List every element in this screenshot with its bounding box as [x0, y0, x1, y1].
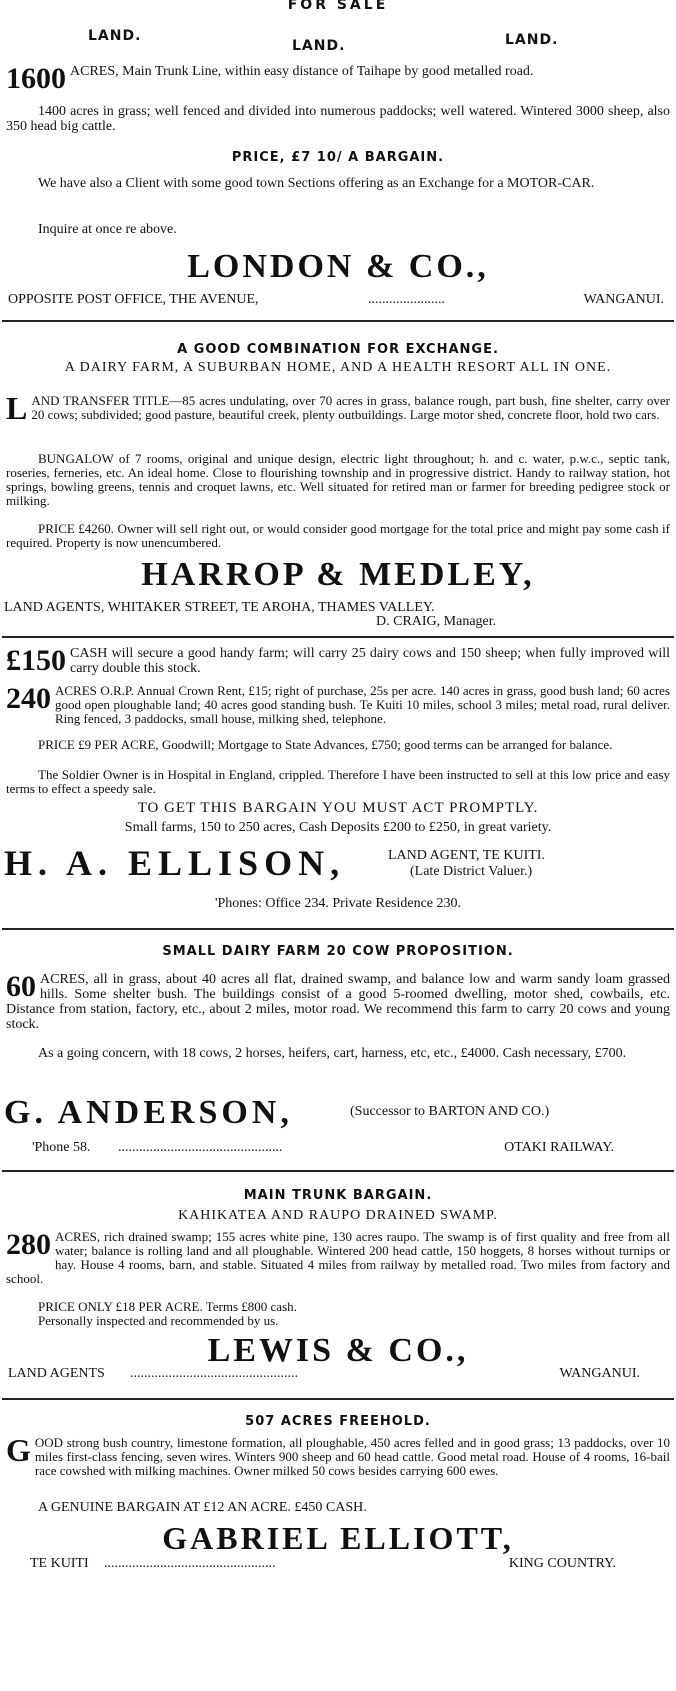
ad5-personal	[0, 1314, 676, 1328]
inquire-text: Inquire at once re above.	[38, 222, 177, 237]
left-text: TE KUITI	[30, 1556, 89, 1571]
acres-number: 60	[6, 970, 36, 1003]
ad2-subheading	[0, 360, 676, 375]
ad2-heading: A GOOD COMBINATION FOR EXCHANGE.	[177, 342, 499, 357]
acres-text: ACRES, Main Trunk Line, within easy distance of Taihape by good metalled road.	[70, 64, 534, 79]
ad3-phones: 'Phones: Office 234. Private Residence 230.	[214, 896, 462, 911]
ad3-acres-para	[0, 684, 676, 726]
client-text: We have also a Client with some good town Sections offering as an Exchange for a MOTOR-CAR.	[38, 176, 595, 191]
ad5-price	[0, 1300, 676, 1314]
agent-line-1: LAND AGENT, TE KUITI.	[388, 848, 545, 863]
ad2-para2	[0, 452, 676, 508]
subheading-text: A DAIRY FARM, A SUBURBAN HOME, AND A HEALTH RESORT ALL IN ONE.	[64, 360, 612, 375]
place-text: OTAKI RAILWAY.	[504, 1140, 614, 1155]
divider	[2, 1170, 674, 1172]
main-text: OOD strong bush country, limestone formation, all ploughable, 450 acres felled and in good grass; 13 paddocks, over 10 miles first-class fencing, seven wires. Winters 900 sheep and 60 head cattle. Good metal road. House of 4 rooms, 16-bail race cowshed with milking machines. Owner milked 50 cows besides carrying 600 ewes.	[34, 1435, 670, 1478]
ad3-prompt: TO GET THIS BARGAIN YOU MUST ACT PROMPTLY.	[137, 800, 539, 816]
grass-text: 1400 acres in grass; well fenced and divided into numerous paddocks; well watered. Wintered 3000 sheep, also 350 head big cattle.	[6, 104, 670, 134]
acres-text: ACRES, rich drained swamp; 155 acres white pine, 130 acres raupo. The swamp is of first quality and free from all water; balance is rolling land and all ploughable. Wintered 200 head cattle, 150 hoggets, 8 horses without turnips or hay. House 4 rooms, barn, and stable. Situated 4 miles from railway by metalled road. Two miles from factory and school.	[6, 1229, 670, 1286]
address-left: OPPOSITE POST OFFICE, THE AVENUE,	[8, 292, 259, 307]
firm-name: G. ANDERSON,	[4, 1094, 293, 1131]
dots-text: ................................................	[130, 1366, 298, 1381]
divider	[2, 636, 674, 638]
dots-text: .................................................	[104, 1556, 276, 1571]
manager-text: D. CRAIG, Manager.	[376, 614, 497, 629]
firm-name: HARROP & MEDLEY,	[141, 556, 535, 593]
firm-name: H. A. ELLISON,	[4, 843, 346, 883]
divider	[2, 928, 674, 930]
page-title: FOR SALE	[287, 0, 389, 13]
ad3-firm-row	[0, 842, 676, 892]
phone-dots: ...............................................	[118, 1140, 283, 1155]
cash-number: £150	[6, 644, 66, 677]
ad3-cash-para	[0, 646, 676, 676]
ad1-inquire	[0, 222, 676, 237]
ad6-text-para	[0, 1432, 676, 1478]
successor-text: (Successor to BARTON AND CO.)	[350, 1104, 550, 1119]
ad4-heading: SMALL DAIRY FARM 20 COW PROPOSITION.	[162, 944, 514, 959]
ad2-address	[0, 600, 676, 615]
divider	[2, 1398, 674, 1400]
land-label: LAND.	[505, 32, 559, 48]
acres-text: ACRES, all in grass, about 40 acres all flat, drained swamp, and balance low and warm sandy loam grassed hills. Some shelter bush. The buildings consist of a good 5-roomed dwelling, motor shed, cowbails, etc. Distance from station, factory, etc., about 2 miles, motor road. We recommend this farm to carry 20 cows and young stock.	[6, 972, 670, 1032]
para3-text: PRICE £4260. Owner will sell right out, or would consider good mortgage for the total price and might pay some cash if required. Property is now unencumbered.	[6, 521, 670, 550]
land-label: LAND.	[292, 38, 346, 54]
para1-text: AND TRANSFER TITLE—85 acres undulating, over 70 acres in grass, balance rough, part bush, fine shelter, carry over 20 cows; subdivided; good pasture, beautiful creek, plenty outbuildings. Large motor shed, concrete floor, hold two cars.	[31, 393, 670, 422]
firm-name: LONDON & CO.,	[187, 248, 489, 285]
land-label: LAND.	[88, 28, 142, 44]
address-text: LAND AGENTS, WHITAKER STREET, TE AROHA, THAMES VALLEY.	[4, 600, 435, 615]
ad2-manager	[0, 614, 676, 629]
concern-text: As a going concern, with 18 cows, 2 horses, heifers, cart, harness, etc, etc., £4000. Cash necessary, £700.	[38, 1046, 627, 1061]
ad1-grass-para	[0, 104, 676, 134]
ad1-price: PRICE, £7 10/ A BARGAIN.	[231, 150, 445, 165]
acres-number: 280	[6, 1228, 51, 1261]
left-text: LAND AGENTS	[8, 1366, 105, 1381]
price-text: PRICE £9 PER ACRE, Goodwill; Mortgage to State Advances, £750; good terms can be arranged for balance.	[38, 737, 613, 752]
price-text: PRICE ONLY £18 PER ACRE. Terms £800 cash.	[38, 1299, 297, 1314]
ad1-acres-para	[0, 64, 676, 94]
ad3-soldier-para	[0, 768, 676, 796]
firm-name: LEWIS & CO.,	[207, 1332, 469, 1369]
acres-number: 240	[6, 682, 51, 715]
address-dots: ......................	[368, 292, 445, 307]
divider	[2, 320, 674, 322]
land-labels	[0, 28, 676, 54]
phone-text: 'Phone 58.	[32, 1140, 91, 1155]
ad4-acres-para	[0, 972, 676, 1032]
ad2-para1	[0, 390, 676, 426]
ad5-subheading: KAHIKATEA AND RAUPO DRAINED SWAMP.	[178, 1208, 498, 1223]
ad6-heading: 507 ACRES FREEHOLD.	[245, 1414, 431, 1429]
agent-line-2: (Late District Valuer.)	[410, 864, 533, 879]
acres-text: ACRES O.R.P. Annual Crown Rent, £15; right of purchase, 25s per acre. 140 acres in grass, good bush land; 60 acres good open ploughable land; 40 acres good standing bush. Te Kuiti 10 miles, school 3 miles; metal road, rural deliver. Ring fenced, 3 paddocks, small house, milking shed, telephone.	[55, 683, 670, 726]
ad4-firm-row	[0, 1094, 676, 1140]
ad1-client-para	[0, 176, 676, 191]
drop-cap: L	[6, 390, 28, 426]
acres-number: 1600	[6, 62, 66, 95]
ad3-price-para	[0, 738, 676, 752]
ad5-heading: MAIN TRUNK BARGAIN.	[243, 1188, 433, 1203]
soldier-text: The Soldier Owner is in Hospital in England, crippled. Therefore I have been instructed to sell at this low price and easy terms to effect a speedy sale.	[6, 767, 670, 796]
address-right: WANGANUI.	[583, 292, 664, 307]
bargain-text: A GENUINE BARGAIN AT £12 AN ACRE. £450 CASH.	[38, 1500, 367, 1515]
right-text: KING COUNTRY.	[508, 1556, 616, 1571]
firm-name: GABRIEL ELLIOTT,	[162, 1520, 514, 1556]
ad4-concern-para	[0, 1046, 676, 1061]
right-text: WANGANUI.	[559, 1366, 640, 1381]
drop-cap: G	[6, 1432, 31, 1468]
cash-text: CASH will secure a good handy farm; will carry 25 dairy cows and 150 sheep; when fully improved will carry double this stock.	[70, 646, 670, 676]
ad2-para3	[0, 522, 676, 550]
personal-text: Personally inspected and recommended by us.	[38, 1313, 279, 1328]
para2-text: BUNGALOW of 7 rooms, original and unique design, electric light throughout; h. and c. water, p.w.c., septic tank, roseries, ferneries, etc. An ideal home. Close to flourishing township and in progressive district. Handy to railway station, hot springs, bowling greens, tennis and croquet lawns, etc. Well situated for retired man or farmer for breeding pedigree stock or milking.	[6, 451, 670, 508]
ad5-acres-para	[0, 1230, 676, 1286]
ad3-small-farms: Small farms, 150 to 250 acres, Cash Deposits £200 to £250, in great variety.	[124, 820, 552, 835]
ad6-bargain	[0, 1500, 676, 1515]
